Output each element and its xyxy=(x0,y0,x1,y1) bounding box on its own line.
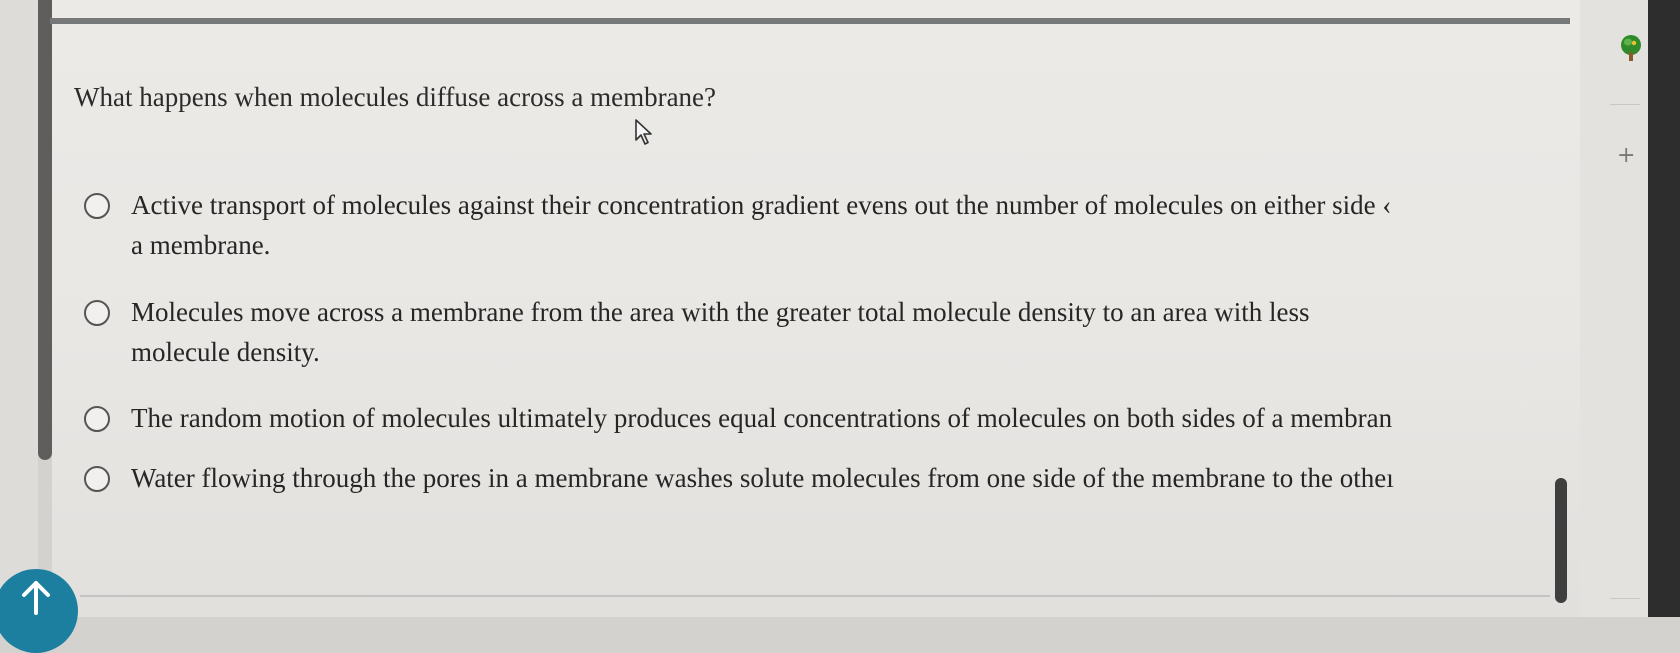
answer-option-2[interactable] xyxy=(84,297,1564,372)
bottom-divider xyxy=(80,595,1550,597)
tree-icon[interactable] xyxy=(1620,34,1642,64)
window-edge xyxy=(1648,0,1680,617)
radio-button[interactable] xyxy=(84,406,110,432)
radio-button[interactable] xyxy=(84,466,110,492)
answer-option-label: Molecules move across a membrane from the area with the greater total molecule density to an area with less molecule density. xyxy=(131,297,1310,367)
scroll-up-button[interactable] xyxy=(0,569,78,653)
question-text: What happens when molecules diffuse across a membrane? xyxy=(74,82,717,112)
answer-option-label: Active transport of molecules against their concentration gradient evens out the number of molecules on either side ‹ a membrane. xyxy=(131,190,1392,260)
answer-option-4[interactable] xyxy=(84,463,1564,498)
radio-button[interactable] xyxy=(84,300,110,326)
answer-option-1[interactable] xyxy=(84,190,1564,265)
answer-option-label: The random motion of molecules ultimately produces equal concentrations of molecules on both sides of a membran xyxy=(131,403,1393,433)
top-divider xyxy=(50,18,1570,24)
left-scrollbar[interactable] xyxy=(38,0,52,460)
answer-option-label: Water flowing through the pores in a membrane washes solute molecules from one side of the membrane to the otheı xyxy=(131,463,1394,493)
mouse-pointer-icon xyxy=(634,118,654,148)
gutter-divider xyxy=(1610,104,1640,105)
gutter-divider xyxy=(1610,598,1640,599)
radio-button[interactable] xyxy=(84,193,110,219)
plus-icon[interactable]: + xyxy=(1617,143,1636,168)
answer-option-3[interactable] xyxy=(84,403,1564,438)
right-scrollbar-thumb[interactable] xyxy=(1555,478,1567,603)
arrow-up-icon xyxy=(18,579,54,615)
left-margin xyxy=(0,0,38,617)
